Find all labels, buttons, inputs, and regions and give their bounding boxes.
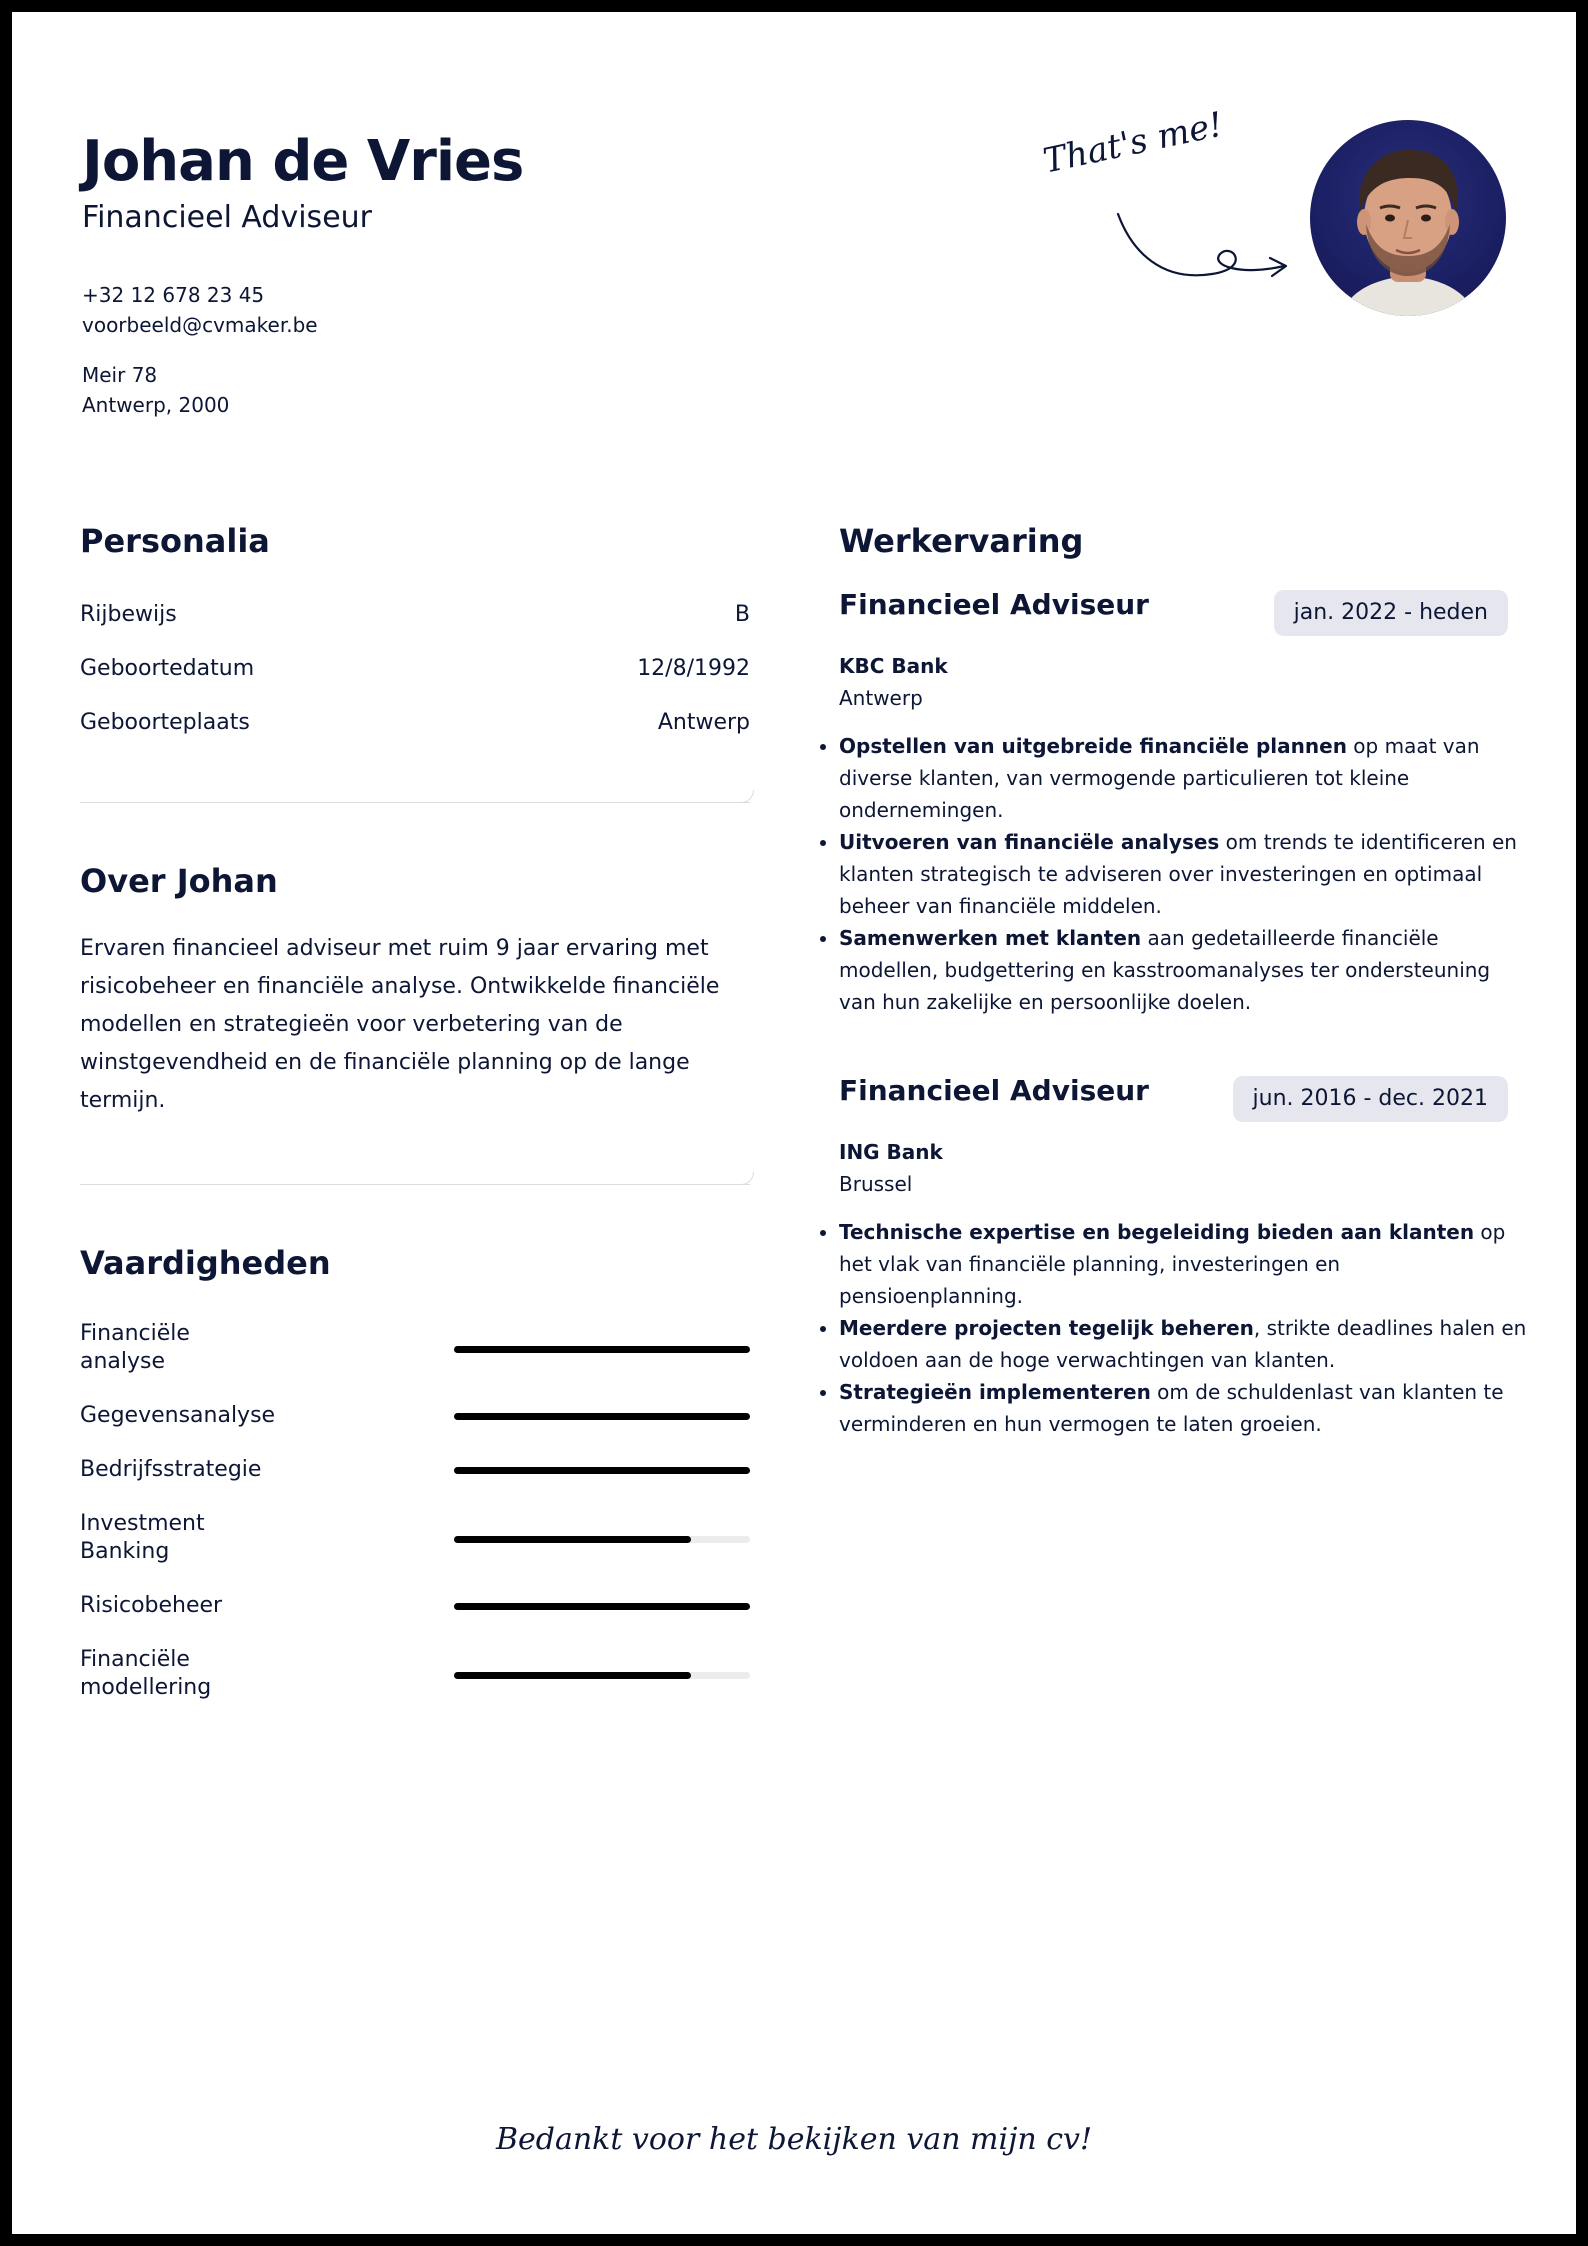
experience-heading: Werkervaring xyxy=(839,522,1084,560)
job-bullet xyxy=(839,1216,1529,1312)
bullet-text: op maat van diverse klanten, van vermogende particulieren tot kleine ondernemingen. xyxy=(839,734,1480,822)
avatar xyxy=(1310,120,1506,316)
bullet-highlight: Meerdere projecten tegelijk beheren xyxy=(839,1316,1254,1340)
skill-bar xyxy=(454,1536,750,1543)
skill-label-line: analyse xyxy=(80,1349,166,1374)
job-bullets xyxy=(811,1216,1529,1440)
personalia-value: 12/8/1992 xyxy=(637,656,750,681)
skill-label xyxy=(80,1646,300,1702)
candidate-role: Financieel Adviseur xyxy=(82,200,372,235)
bullet-highlight: Uitvoeren van financiële analyses xyxy=(839,830,1220,854)
job-bullet xyxy=(839,1312,1529,1376)
bullet-text: aan gedetailleerde financiële modellen, budgettering en kasstroomanalyses ter ondersteuning van hun zakelijke en persoonlijke doelen. xyxy=(839,926,1491,1014)
street-address: Meir 78 xyxy=(82,363,158,387)
job-city: Brussel xyxy=(839,1172,913,1196)
candidate-name: Johan de Vries xyxy=(82,129,524,194)
job-title: Financieel Adviseur xyxy=(839,588,1149,621)
skill-bar xyxy=(454,1413,750,1420)
bullet-highlight: Opstellen van uitgebreide financiële plannen xyxy=(839,734,1347,758)
job-company: KBC Bank xyxy=(839,654,948,678)
about-text: Ervaren financieel adviseur met ruim 9 jaar ervaring met risicobeheer en financiële analyse. Ontwikkelde financiële modellen en strategieën voor verbetering van de winstgevendheid en de financiële planning op de lange termijn. xyxy=(80,936,720,1113)
curly-arrow-icon xyxy=(1102,202,1302,302)
skill-bar-fill xyxy=(454,1346,750,1353)
about-heading: Over Johan xyxy=(80,862,278,900)
skill-bar xyxy=(454,1672,750,1679)
personalia-heading: Personalia xyxy=(80,522,270,560)
personalia-label: Rijbewijs xyxy=(80,602,177,627)
skill-label-line: modellering xyxy=(80,1675,212,1700)
skill-label xyxy=(80,1510,300,1566)
bullet-highlight: Samenwerken met klanten xyxy=(839,926,1142,950)
skill-label xyxy=(80,1456,300,1484)
cv-page xyxy=(12,12,1576,2234)
job-bullet xyxy=(839,826,1529,922)
bullet-text: op het vlak van financiële planning, investeringen en pensioenplanning. xyxy=(839,1220,1506,1308)
skill-label-line: Banking xyxy=(80,1539,170,1564)
job-period-badge: jan. 2022 - heden xyxy=(1274,590,1508,636)
thanks-note: Bedankt voor het bekijken van mijn cv! xyxy=(495,2122,1093,2157)
job-bullets xyxy=(811,730,1529,1018)
job-title: Financieel Adviseur xyxy=(839,1074,1149,1107)
personalia-row xyxy=(80,710,750,735)
contact-block xyxy=(82,280,318,340)
bullet-highlight: Technische expertise en begeleiding bieden aan klanten xyxy=(839,1220,1475,1244)
skill-bar-fill xyxy=(454,1536,691,1543)
skill-label-line: Gegevensanalyse xyxy=(80,1403,276,1428)
personalia-row xyxy=(80,602,750,627)
skill-label-line: Risicobeheer xyxy=(80,1593,223,1618)
skill-label xyxy=(80,1592,300,1620)
bullet-text: om de schuldenlast van klanten te verminderen en hun vermogen te laten groeien. xyxy=(839,1380,1504,1436)
bullet-text: om trends te identificeren en klanten strategisch te adviseren over investeringen en optimaal beheer van financiële middelen. xyxy=(839,830,1517,918)
skill-bar-fill xyxy=(454,1603,750,1610)
job-city: Antwerp xyxy=(839,686,923,710)
skill-bar xyxy=(454,1346,750,1353)
personalia-value: B xyxy=(734,602,750,627)
job-period-badge: jun. 2016 - dec. 2021 xyxy=(1233,1076,1508,1122)
photo-note: That's me! xyxy=(1039,104,1227,182)
skill-label-line: Investment xyxy=(80,1511,205,1536)
skill-label xyxy=(80,1320,300,1376)
section-divider xyxy=(80,802,750,803)
section-divider xyxy=(80,1184,750,1185)
bullet-highlight: Strategieën implementeren xyxy=(839,1380,1151,1404)
skill-bar-fill xyxy=(454,1467,750,1474)
phone-number: +32 12 678 23 45 xyxy=(82,283,265,307)
skill-bar xyxy=(454,1467,750,1474)
profile-photo xyxy=(1310,120,1506,316)
bullet-text: , strikte deadlines halen en voldoen aan de hoge verwachtingen van klanten. xyxy=(839,1316,1527,1372)
personalia-value: Antwerp xyxy=(657,710,750,735)
job-bullet xyxy=(839,922,1529,1018)
skills-heading: Vaardigheden xyxy=(80,1244,331,1282)
address-block xyxy=(82,360,229,420)
job-bullet xyxy=(839,1376,1529,1440)
email-address: voorbeeld@cvmaker.be xyxy=(82,313,318,337)
personalia-label: Geboortedatum xyxy=(80,656,255,681)
skill-bar-fill xyxy=(454,1672,691,1679)
skill-label xyxy=(80,1402,300,1430)
skill-label-line: Bedrijfsstrategie xyxy=(80,1457,262,1482)
skill-bar xyxy=(454,1603,750,1610)
skill-label-line: Financiële xyxy=(80,1647,190,1672)
job-bullet xyxy=(839,730,1529,826)
personalia-row xyxy=(80,656,750,681)
skill-bar-fill xyxy=(454,1413,750,1420)
skill-label-line: Financiële xyxy=(80,1321,190,1346)
city-address: Antwerp, 2000 xyxy=(82,393,230,417)
job-company: ING Bank xyxy=(839,1140,943,1164)
personalia-label: Geboorteplaats xyxy=(80,710,250,735)
